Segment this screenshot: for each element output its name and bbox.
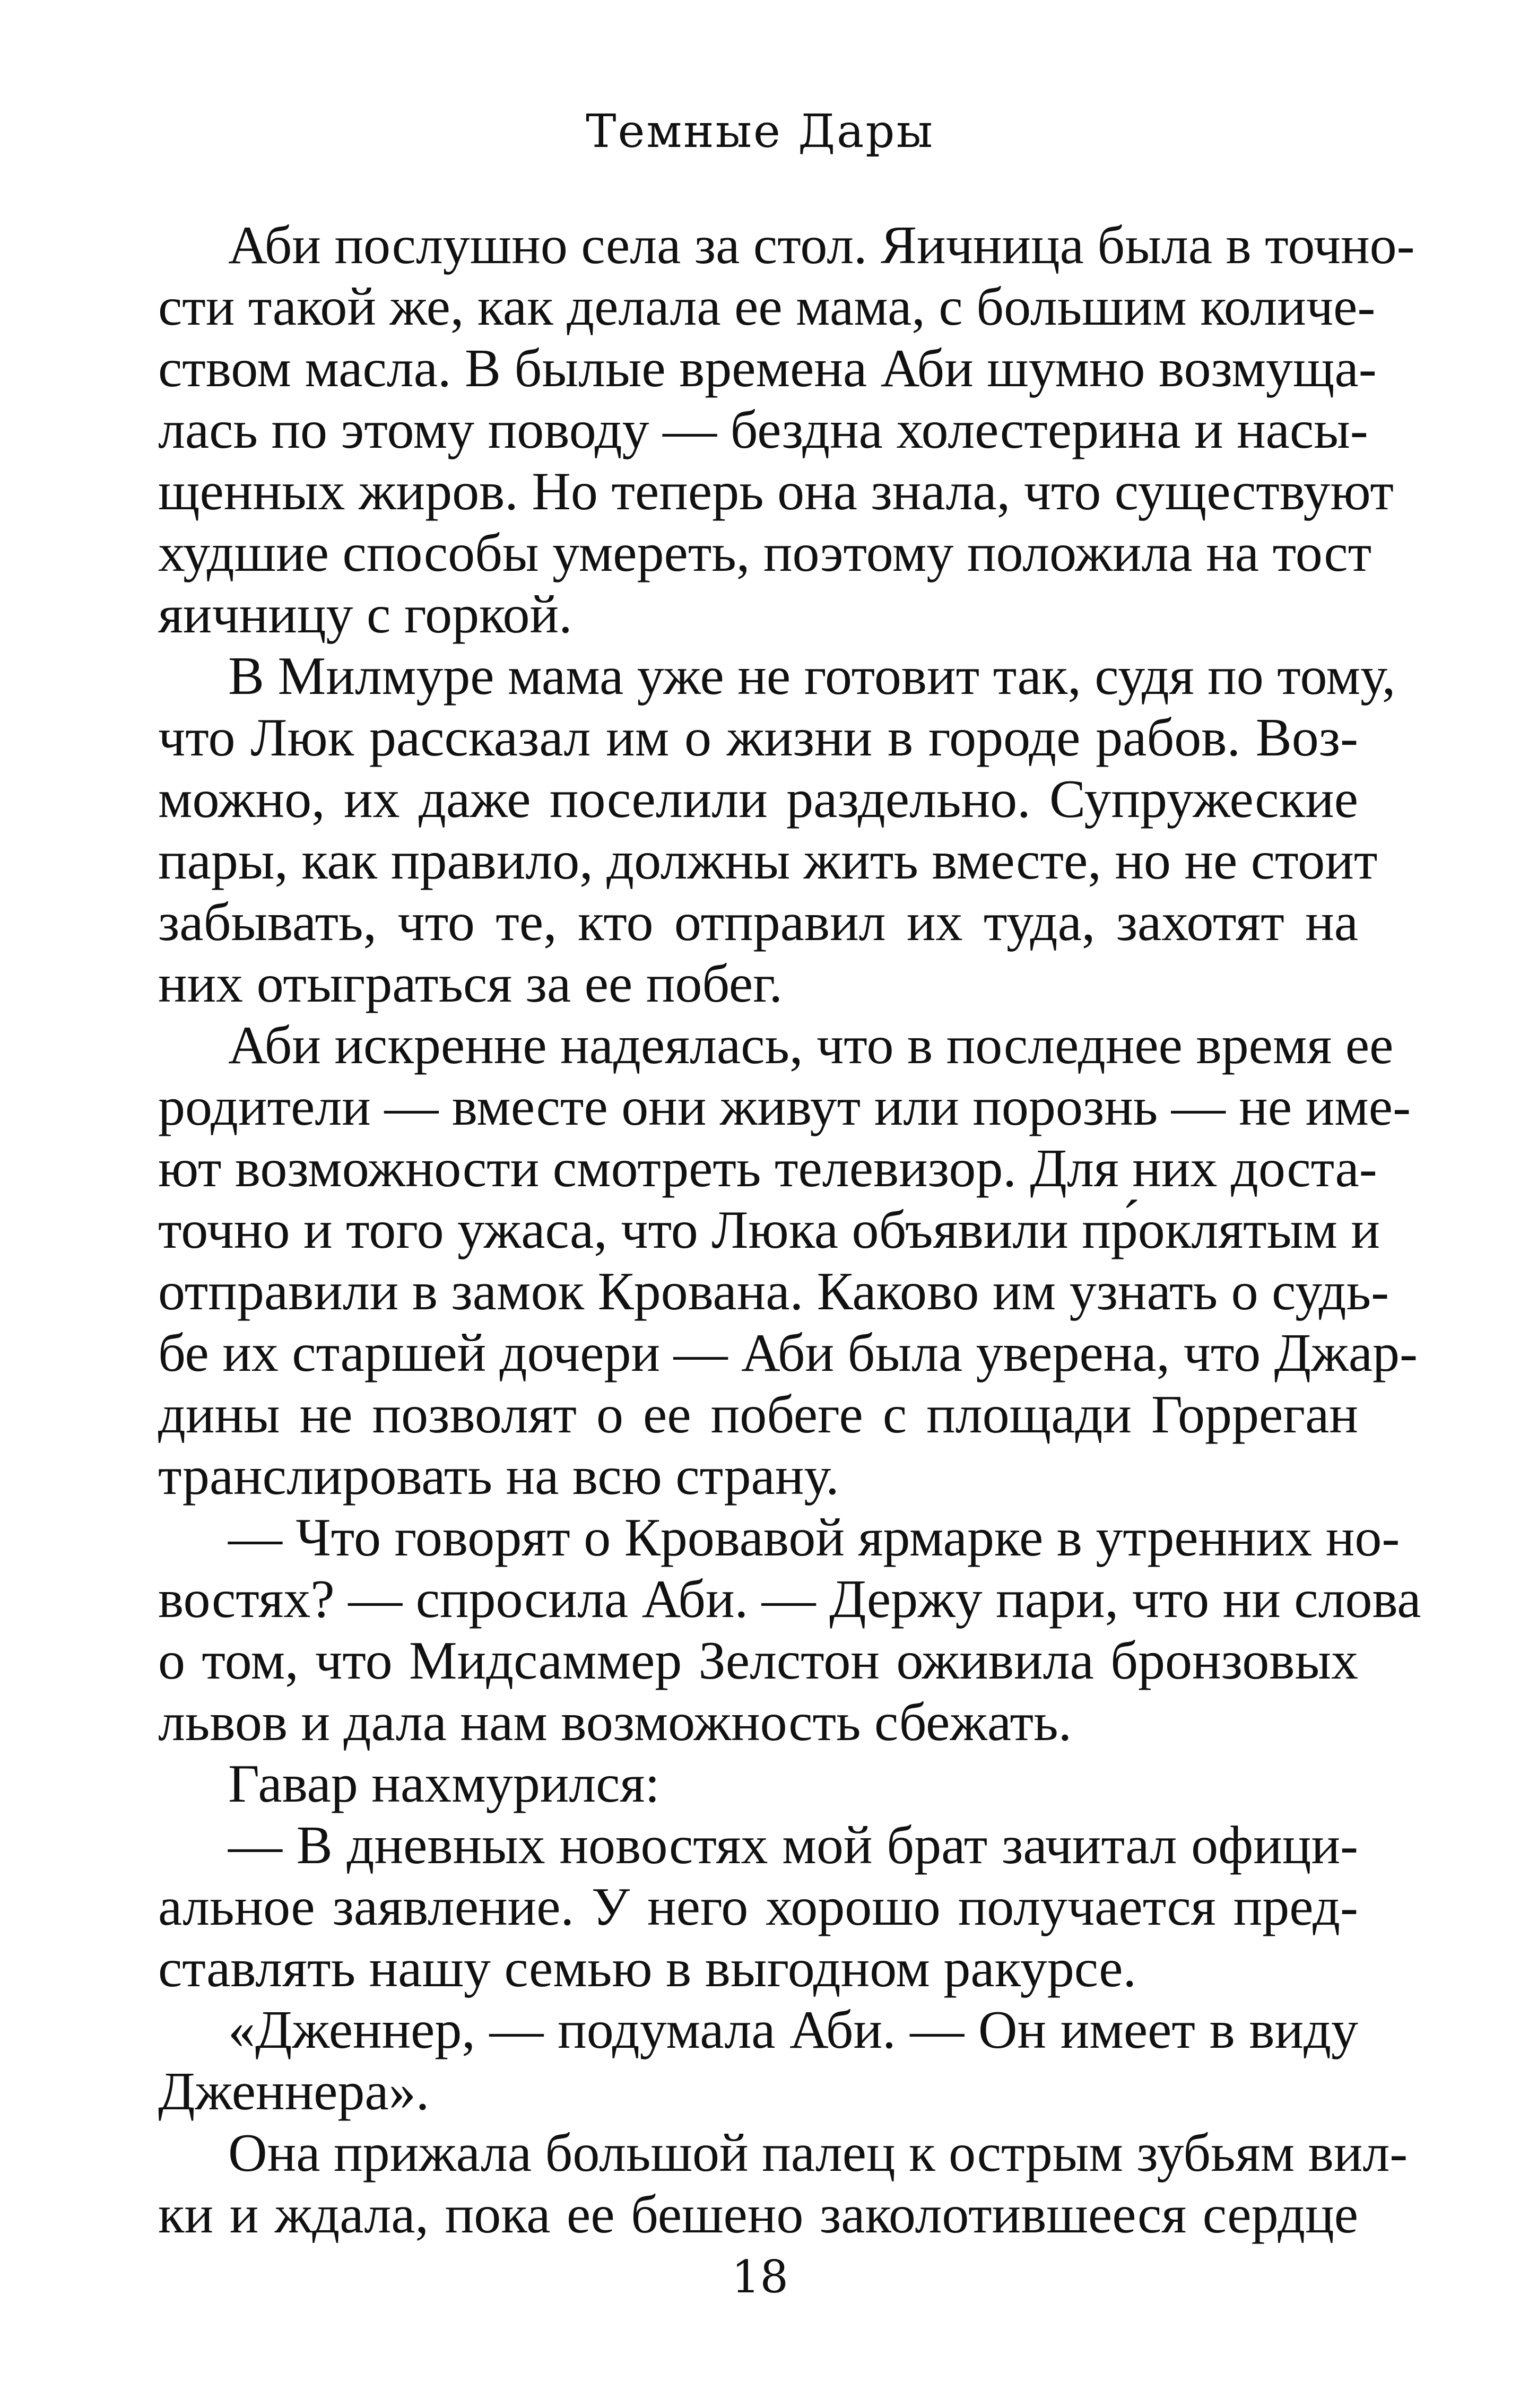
page-number: 18	[732, 2251, 788, 2303]
paragraph	[158, 1507, 1421, 1753]
text-line: о том, что Мидсаммер Зелстон оживила бронзовых	[158, 1631, 1358, 1691]
paragraph	[158, 215, 1415, 646]
text-line: щенных жиров. Но теперь она знала, что существуют	[158, 462, 1394, 521]
text-line: альное заявление. У него хорошо получается пред-	[158, 1877, 1358, 1937]
text-line: лась по этому поводу — бездна холестерина и насы-	[158, 400, 1368, 460]
text-line: Она прижала большой палец к острым зубьям вил-	[228, 2123, 1408, 2183]
text-line: Аби искренне надеялась, что в последнее время ее	[228, 1015, 1394, 1075]
text-line: Аби послушно села за стол. Яичница была в точно-	[228, 215, 1415, 275]
paragraph	[158, 2123, 1408, 2246]
running-head: Темные Дары	[586, 105, 934, 158]
paragraph	[158, 1815, 1358, 2000]
text-line: отправили в замок Крована. Каково им узнать о судь-	[158, 1262, 1389, 1322]
text-line: востях? — спросила Аби. — Держу пари, что ни слова	[158, 1569, 1421, 1629]
text-line: ством масла. В былые времена Аби шумно возмуща-	[158, 338, 1377, 398]
text-line: — Что говорят о Кровавой ярмарке в утренних но-	[228, 1508, 1400, 1568]
text-line: родители — вместе они живут или порознь — не име-	[158, 1077, 1411, 1137]
text-line: них отыграться за ее побег.	[158, 954, 783, 1014]
text-line: можно, их даже поселили раздельно. Супружеские	[158, 769, 1358, 829]
text-line: сти такой же, как делала ее мама, с большим количе-	[158, 277, 1376, 337]
paragraph	[158, 1753, 1358, 1815]
text-line: дины не позволят о ее побеге с площади Горреган	[158, 1385, 1358, 1445]
text-line: транслировать на всю страну.	[158, 1446, 839, 1506]
text-line: пары, как правило, должны жить вместе, но не стоит	[158, 831, 1378, 891]
text-line: бе их старшей дочери — Аби была уверена, что Джар-	[158, 1323, 1418, 1383]
text-line: худшие способы умереть, поэтому положила на тост	[158, 523, 1372, 583]
paragraph	[158, 646, 1396, 1015]
text-line: В Милмуре мама уже не готовит так, судя по тому,	[228, 646, 1396, 706]
text-line: точно и того ужаса, что Люка объявили пр́оклятым и	[158, 1200, 1380, 1260]
paragraph	[158, 2000, 1358, 2123]
text-line: Гавар нахмурился:	[228, 1754, 660, 1814]
text-line: Дженнера».	[158, 2062, 430, 2122]
body-text	[158, 215, 1421, 2246]
text-line: ставлять нашу семью в выгодном ракурсе.	[158, 1938, 1137, 1998]
text-line: «Дженнер, — подумала Аби. — Он имеет в виду	[228, 2000, 1358, 2060]
text-line: львов и дала нам возможность сбежать.	[158, 1692, 1072, 1752]
text-line: что Люк рассказал им о жизни в городе рабов. Воз-	[158, 708, 1358, 768]
text-line: ки и ждала, пока ее бешено заколотившееся сердце	[158, 2185, 1358, 2245]
text-line: ют возможности смотреть телевизор. Для них доста-	[158, 1138, 1377, 1198]
text-line: забывать, что те, кто отправил их туда, захотят на	[158, 892, 1358, 952]
paragraph	[158, 1015, 1418, 1507]
text-line: — В дневных новостях мой брат зачитал офици-	[228, 1815, 1358, 1875]
text-line: яичницу с горкой.	[158, 585, 572, 645]
